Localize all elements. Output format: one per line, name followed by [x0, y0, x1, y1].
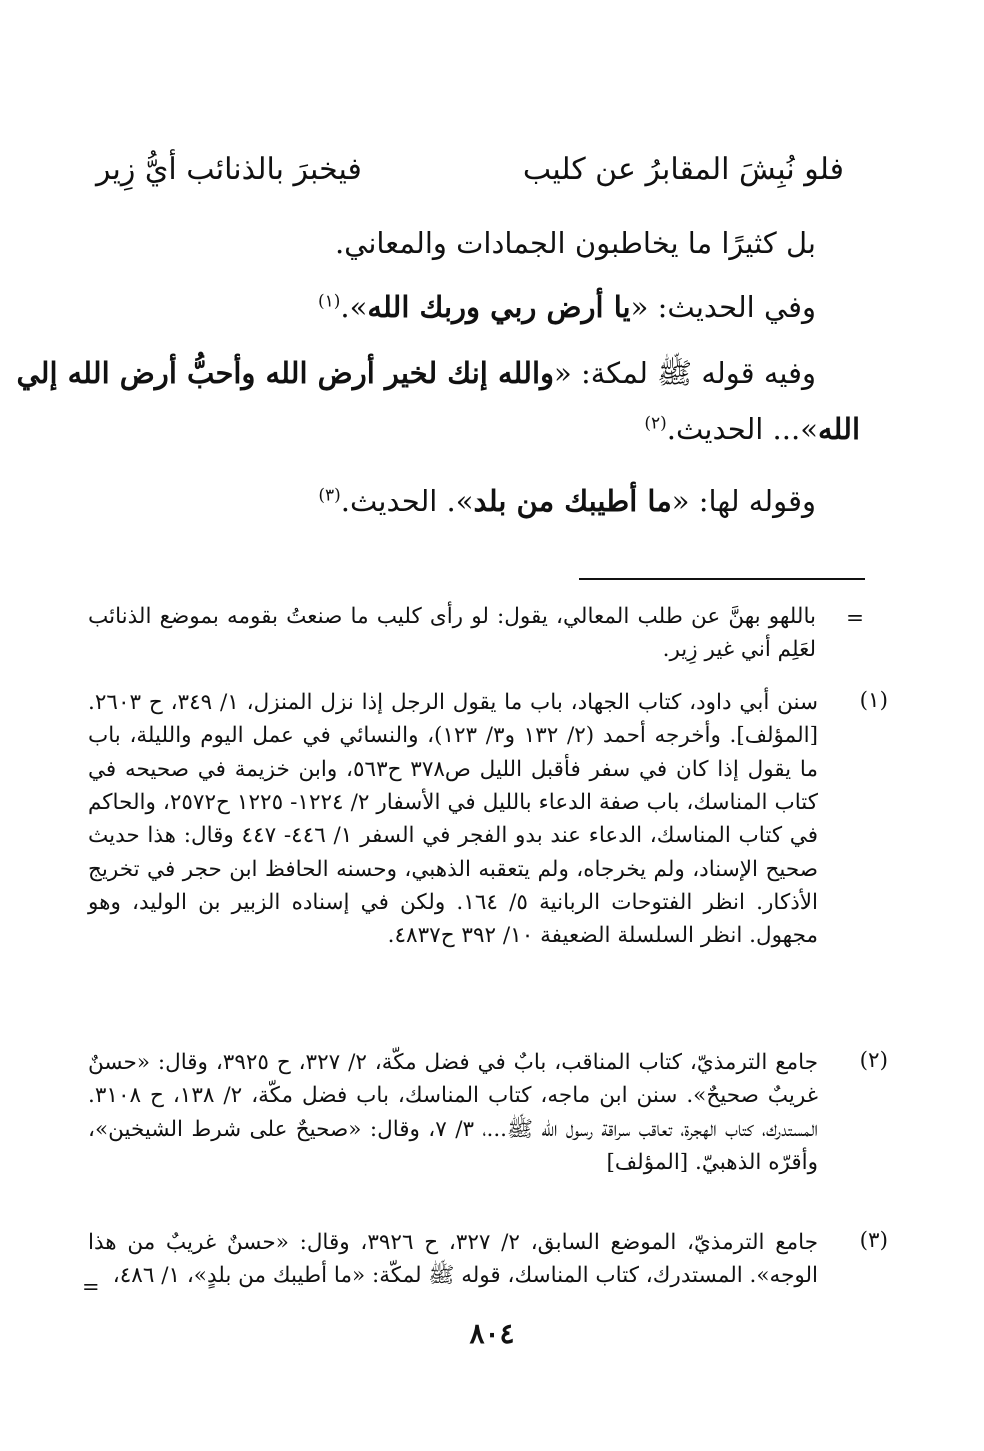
body-text: »... الحديث.	[666, 412, 818, 446]
hadith-quote: ما أطيبك من بلد	[473, 484, 672, 518]
footnote-2: جامع الترمذيّ، كتاب المناقب، بابٌ في فضل مكّة، ٢/ ٣٢٧، ح ٣٩٢٥، وقال: «حسنٌ غريبٌ صحيحٌ». سنن ابن ماجه، كتاب المناسك، باب فضل مكّة، ٢/ ١٣٨، ح ٣١٠٨. المستدرك، كتاب الهجرة، تعاقب سراقة رسول الله ﷺ...، ٣/ ٧، وقال: «صحيحٌ على شرط الشيخين»، وأقرّه الذهبيّ. [المؤلف]	[88, 1050, 818, 1175]
body-line-3	[16, 356, 816, 391]
footnote-number-3: (٣)	[859, 1228, 888, 1253]
verse-hemistich-left: فيخبرَ بالذنائب أيُّ زِير	[96, 152, 362, 187]
body-line-1: بل كثيرًا ما يخاطبون الجمادات والمعاني.	[334, 226, 816, 260]
page-number: ٨٠٤	[469, 1317, 515, 1350]
body-text: ». الحديث.	[340, 484, 474, 518]
footnote-3: جامع الترمذيّ، الموضع السابق، ٢/ ٣٢٧، ح ٣٩٢٦، وقال: «حسنٌ غريبٌ من هذا الوجه». المستدرك، كتاب المناسك، قوله ﷺ لمكّة: «ما أطيبك من بلدٍ»، ١/ ٤٨٦،	[88, 1230, 818, 1289]
footnote-separator	[579, 578, 865, 580]
body-text: وقوله لها: «	[671, 484, 816, 518]
footnote-ref: (٢)	[644, 413, 667, 434]
footnote-ref: (١)	[318, 291, 341, 312]
footnote-number-1: (١)	[859, 688, 888, 713]
body-line-4	[140, 412, 860, 447]
body-line-2	[96, 290, 816, 325]
body-text: وفيه قوله ﷺ لمكة: «	[554, 356, 816, 390]
continuation-mark-end: =	[82, 1275, 100, 1299]
hadith-quote: الله	[817, 412, 860, 446]
body-text: ».	[340, 290, 368, 324]
hadith-quote: يا أرض ربي وربك الله	[367, 290, 631, 324]
footnote-ref: (٣)	[318, 485, 341, 506]
footnote-number-2: (٢)	[859, 1048, 888, 1073]
continuation-mark: =	[845, 606, 864, 631]
hadith-quote: والله إنك لخير أرض الله وأحبُّ أرض الله إلي	[16, 356, 555, 390]
verse-hemistich-right: فلو نُبِشَ المقابرُ عن كليب	[522, 152, 844, 187]
footnote-continued: باللهو بهنَّ عن طلب المعالي، يقول: لو رأى كليب ما صنعتُ بقومه بموضع الذنائب لعَلِم أني غير زِير.	[88, 604, 816, 663]
body-line-5	[96, 484, 816, 519]
footnote-1: سنن أبي داود، كتاب الجهاد، باب ما يقول الرجل إذا نزل المنزل، ١/ ٣٤٩، ح ٢٦٠٣. [المؤلف]. وأخرجه أحمد (٢/ ١٣٢ و٣/ ١٢٣)، والنسائي في عمل اليوم والليلة، باب ما يقول إذا كان في سفر فأقبل الليل ص٣٧٨ ح٥٦٣، وابن خزيمة في صحيحه في كتاب المناسك، باب صفة الدعاء بالليل في الأسفار ٢/ ١٢٢٤- ١٢٢٥ ح٢٥٧٢، والحاكم في كتاب المناسك، الدعاء عند بدو الفجر في السفر ١/ ٤٤٦- ٤٤٧ وقال: هذا حديث صحيح الإسناد، ولم يخرجاه، ولم يتعقبه الذهبي، وحسنه الحافظ ابن حجر في تخريج الأذكار. انظر الفتوحات الربانية ٥/ ١٦٤. ولكن في إسناده الزبير بن الوليد، وهو مجهول. انظر السلسلة الضعيفة ١٠/ ٣٩٢ ح٤٨٣٧.	[88, 690, 819, 949]
body-text: وفي الحديث: «	[630, 290, 816, 324]
